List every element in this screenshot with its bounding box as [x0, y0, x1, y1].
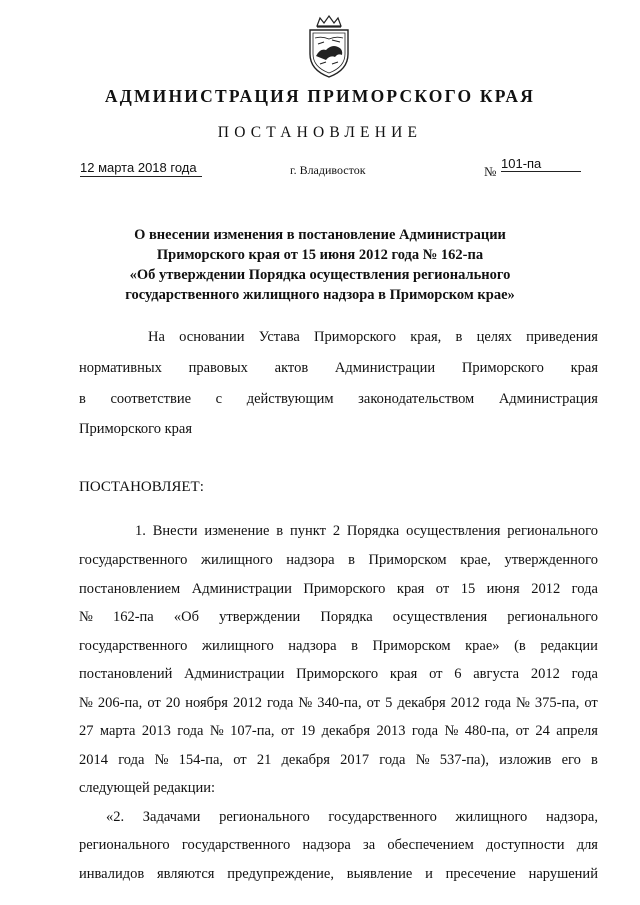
preamble-line: На основании Устава Приморского края, в целях приведения [148, 329, 598, 345]
quote-line: регионального государственного надзора за обеспечением доступности для [79, 837, 598, 853]
item-line: следующей редакции: [79, 780, 216, 796]
number-sign: № [484, 164, 497, 179]
item-line: 2014 года № 154-па, от 21 декабря 2017 года № 537-па), изложив его в [79, 752, 598, 768]
item-line: № 206-па, от 20 ноября 2012 года № 340-па, от 5 декабря 2012 года № 375-па, от [79, 695, 598, 711]
item-line: 27 марта 2013 года № 107-па, от 19 декабря 2013 года № 480-па, от 24 апреля [79, 723, 598, 739]
preamble-line: нормативных правовых актов Администрации Приморского края [79, 360, 598, 376]
document-subject [90, 225, 550, 305]
preamble-line: Приморского края [79, 421, 193, 437]
subject-line: О внесении изменения в постановление Администрации [134, 227, 506, 243]
item-line: № 162-па «Об утверждении Порядка осуществления регионального [79, 609, 598, 625]
organization-title: АДМИНИСТРАЦИЯ ПРИМОРСКОГО КРАЯ [104, 86, 536, 106]
document-number: 101-па [501, 156, 581, 172]
item-line: государственного жилищного надзора в Приморском крае» (в редакции [79, 638, 598, 654]
quote-line: «2. Задачами регионального государственного жилищного надзора, [106, 809, 598, 825]
document-date: 12 марта 2018 года [80, 160, 202, 177]
item-line: постановлением Администрации Приморского края от 15 июня 2012 года [79, 581, 598, 597]
subject-line: государственного жилищного надзора в Приморском крае» [125, 287, 515, 303]
coat-of-arms-icon [302, 14, 356, 80]
document-type: ПОСТАНОВЛЕНИЕ [217, 124, 423, 141]
item-line: 1. Внести изменение в пункт 2 Порядка осуществления регионального [135, 523, 598, 539]
decree-word: ПОСТАНОВЛЯЕТ: [79, 479, 204, 495]
subject-line: «Об утверждении Порядка осуществления регионального [129, 267, 511, 283]
item-line: постановлений Администрации Приморского края от 6 августа 2012 года [79, 666, 598, 682]
subject-line: Приморского края от 15 июня 2012 года № 162-па [156, 247, 484, 263]
item-line: государственного жилищного надзора в Приморском крае, утвержденного [79, 552, 598, 568]
preamble-line: в соответствие с действующим законодательством Администрация [79, 391, 598, 407]
quote-line: инвалидов являются предупреждение, выявление и пресечение нарушений [79, 866, 598, 882]
document-city: г. Владивосток [290, 163, 366, 177]
